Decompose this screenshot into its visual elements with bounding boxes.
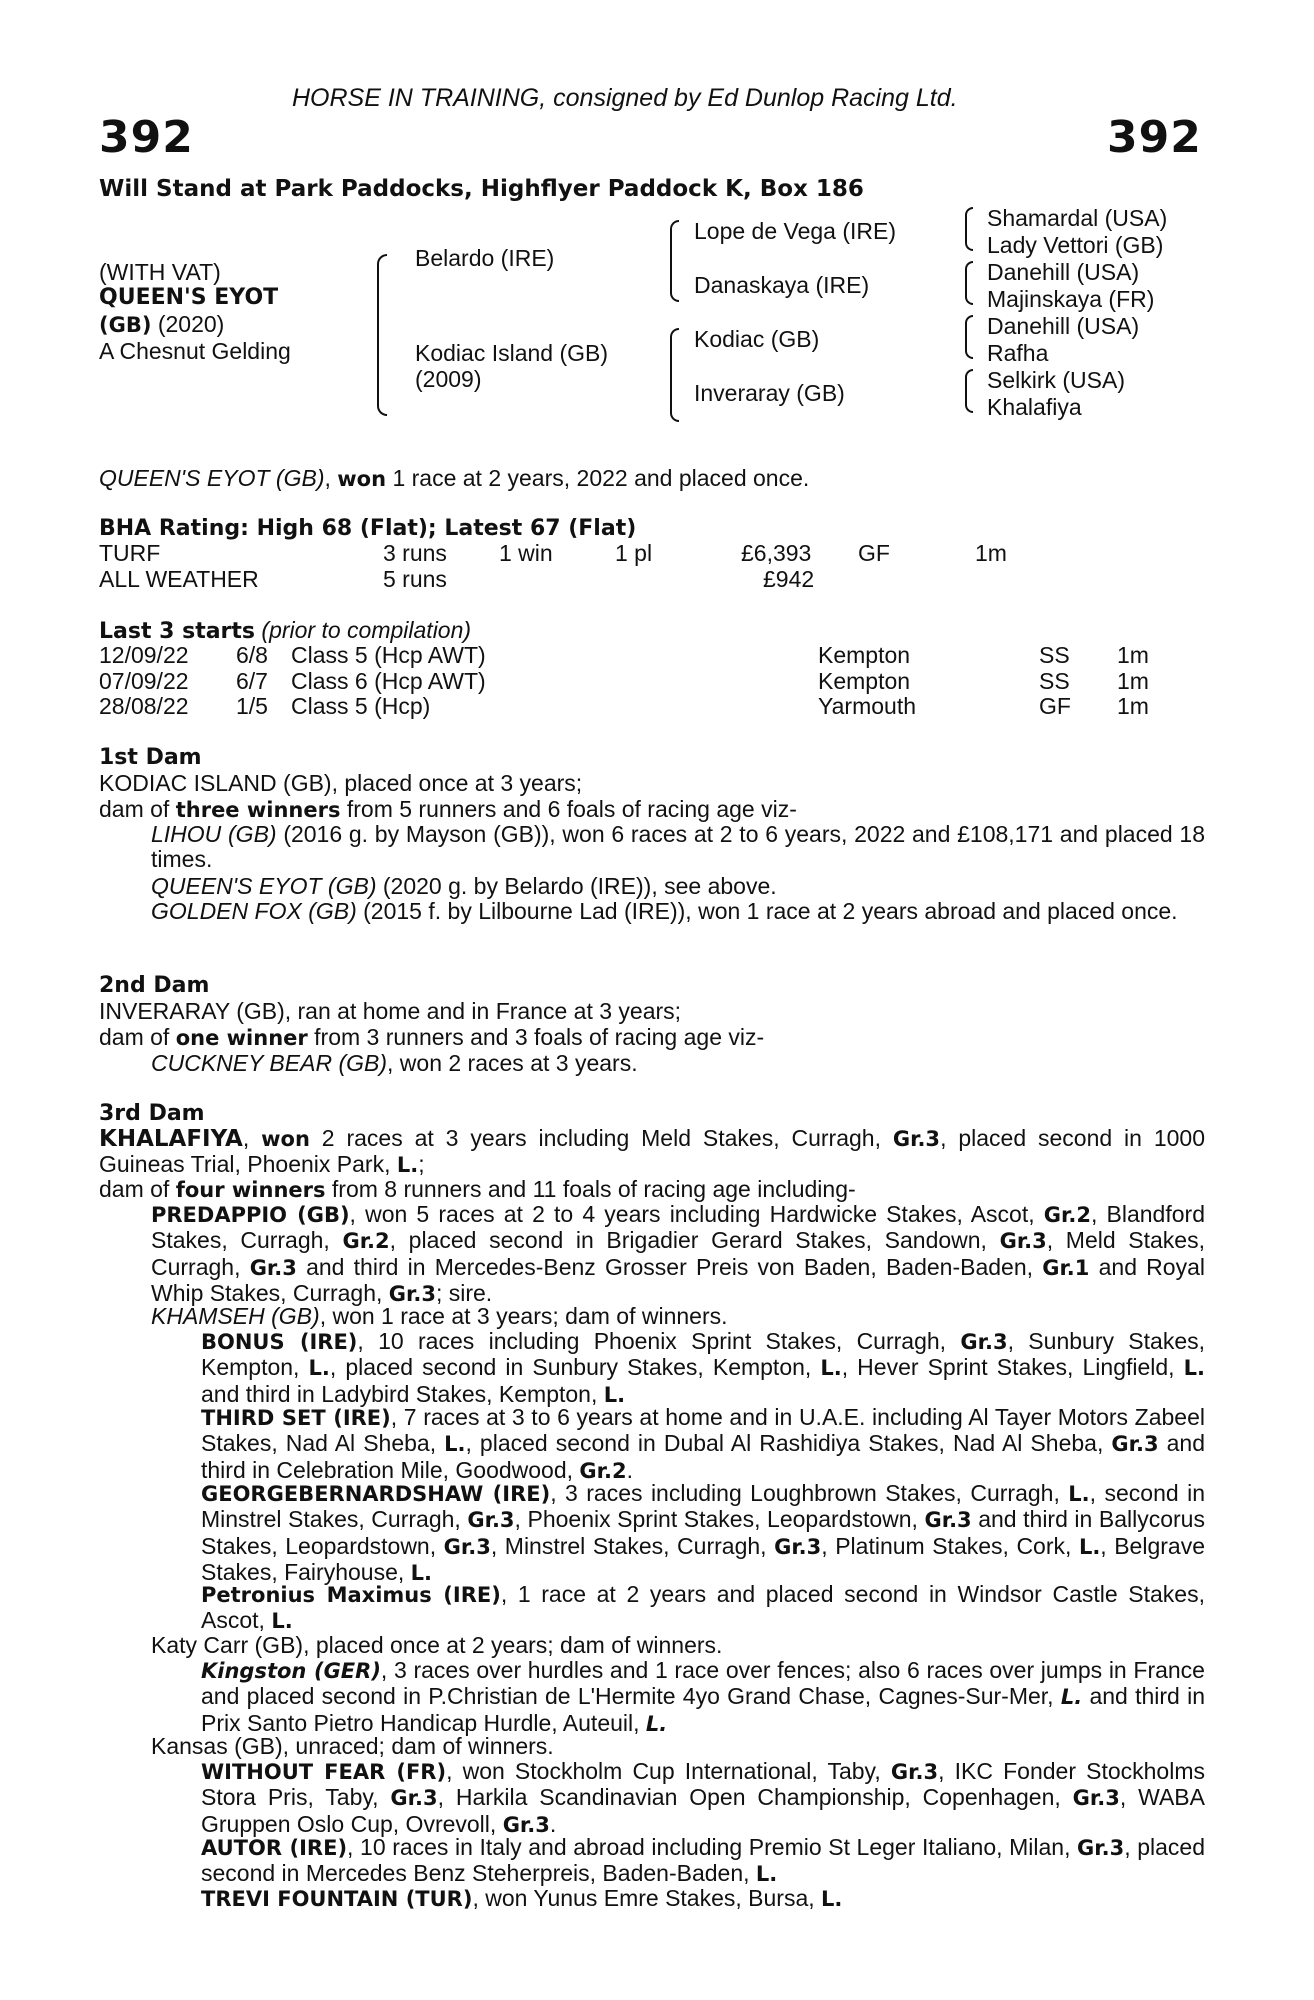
pedigree-brace-sire (670, 220, 679, 302)
start-dist: 1m (1117, 642, 1149, 668)
stand-location: Will Stand at Park Paddocks, Highflyer Paddock K, Box 186 (99, 176, 864, 202)
pedigree-brace-g2 (965, 261, 973, 305)
start-course: Kempton (818, 667, 911, 694)
start-class: Class 5 (Hcp AWT) (291, 642, 486, 668)
start-class: Class 6 (Hcp AWT) (291, 667, 486, 694)
ancestor-6: Rafha (987, 340, 1049, 366)
aw-runs: 5 runs (383, 566, 447, 592)
horse-identity (99, 259, 291, 364)
start-dist: 1m (1117, 693, 1149, 719)
start-course: Yarmouth (818, 693, 917, 719)
horse-country-year: (GB) (2020) (99, 311, 225, 337)
dam-year: (2009) (415, 366, 482, 392)
second-dam-heading: 2nd Dam (99, 973, 210, 998)
consignment-line: HORSE IN TRAINING, consigned by Ed Dunlop Racing Ltd. (292, 84, 958, 112)
first-dam-heading: 1st Dam (99, 745, 202, 770)
ancestor-8: Khalafiya (987, 394, 1082, 420)
progeny-third-set: THIRD SET (IRE), 7 races at 3 to 6 years at home and in U.A.E. including Al Tayer Motors Zabeel Stakes, Nad Al Sheba, L., placed second in Dubal Al Rashidiya Stakes, Nad Al Sheba, Gr.3 and third in Celebration Mile, Goodwood, Gr.2. (201, 1404, 1205, 1483)
progeny-trevi-fountain: TREVI FOUNTAIN (TUR), won Yunus Emre Stakes, Bursa, L. (201, 1885, 843, 1911)
start-going: GF (1039, 693, 1071, 719)
sire: Belardo (IRE) (415, 245, 555, 271)
turf-placed: 1 pl (615, 540, 653, 566)
first-dam-line: KODIAC ISLAND (GB), placed once at 3 years; (99, 770, 583, 796)
sire-sire: Lope de Vega (IRE) (694, 218, 897, 244)
pedigree-brace-main (377, 254, 387, 416)
ancestor-5: Danehill (USA) (987, 313, 1140, 339)
start-class: Class 5 (Hcp) (291, 693, 431, 719)
third-generation (987, 205, 1167, 421)
progeny-lihou: LIHOU (GB) (2016 g. by Mayson (GB)), won 6 races at 2 to 6 years, 2022 and £108,171 and placed 18 times. (151, 821, 1205, 873)
pedigree-brace-g4 (965, 369, 973, 413)
dam-sire: Kodiac (GB) (694, 326, 820, 352)
last-starts-heading: Last 3 starts (prior to compilation) (99, 617, 472, 644)
progeny-autor: AUTOR (IRE), 10 races in Italy and abroad including Premio St Leger Italiano, Milan, Gr.3, placed second in Mercedes Benz Steherpreis, Baden-Baden, L. (201, 1834, 1206, 1887)
progeny-kansas: Kansas (GB), unraced; dam of winners. (151, 1733, 554, 1759)
progeny-golden-fox: GOLDEN FOX (GB) (2015 f. by Lilbourne Lad (IRE)), won 1 race at 2 years abroad and placed once. (151, 898, 1178, 924)
turf-wins: 1 win (499, 540, 553, 566)
second-dam-line: INVERARAY (GB), ran at home and in France at 3 years; (99, 998, 682, 1024)
pedigree-brace-g3 (965, 315, 973, 359)
ancestor-1: Shamardal (USA) (987, 205, 1168, 231)
ancestor-7: Selkirk (USA) (987, 367, 1126, 393)
turf-going: GF (858, 540, 890, 566)
first-dam-offspring-summary: dam of three winners from 5 runners and 6 foals of racing age viz- (99, 796, 797, 822)
dam: Kodiac Island (GB) (415, 340, 609, 366)
progeny-predappio: PREDAPPIO (GB), won 5 races at 2 to 4 years including Hardwicke Stakes, Ascot, Gr.2, Blandford Stakes, Curragh, Gr.2, placed second in Brigadier Gerard Stakes, Sandown, Gr.3, Meld Stakes, Curragh, Gr.3 and third in Mercedes-Benz Grosser Preis von Baden, Baden-Baden, Gr.1 and Royal Whip Stakes, Curragh, Gr.3; sire. (151, 1201, 1205, 1307)
start-going: SS (1039, 667, 1070, 694)
start-date: 07/09/22 (99, 667, 189, 694)
turf-runs: 3 runs (383, 540, 447, 566)
ancestor-2: Lady Vettori (GB) (987, 232, 1164, 258)
bha-rating: BHA Rating: High 68 (Flat); Latest 67 (Flat) (99, 516, 637, 541)
start-pos: 6/8 (236, 642, 268, 668)
start-date: 28/08/22 (99, 693, 189, 719)
turf-money: £6,393 (741, 540, 812, 566)
turf-label: TURF (99, 540, 161, 566)
aw-label: ALL WEATHER (99, 566, 259, 592)
aw-money: £942 (763, 566, 815, 592)
start-course: Kempton (818, 642, 911, 668)
vat-note: (WITH VAT) (99, 259, 221, 285)
progeny-katy-carr: Katy Carr (GB), placed once at 2 years; dam of winners. (151, 1632, 723, 1658)
start-date: 12/09/22 (99, 642, 189, 668)
turf-distance: 1m (975, 540, 1007, 566)
progeny-kingston: Kingston (GER), 3 races over hurdles and 1 race over fences; also 6 races over jumps in France and placed second in P.Christian de L'Hermite 4yo Grand Chase, Cagnes-Sur-Mer, L. and third in Prix Santo Pietro Handicap Hurdle, Auteuil, L. (201, 1657, 1205, 1736)
second-dam-offspring-summary: dam of one winner from 3 runners and 3 foals of racing age viz- (99, 1024, 765, 1050)
progeny-bonus: BONUS (IRE), 10 races including Phoenix Sprint Stakes, Curragh, Gr.3, Sunbury Stakes, Kempton, L., placed second in Sunbury Stakes, Kempton, L., Hever Sprint Stakes, Lingfield, L. and third in Ladybird Stakes, Kempton, L. (201, 1328, 1206, 1407)
progeny-petronius-maximus: Petronius Maximus (IRE), 1 race at 2 years and placed second in Windsor Castle Stakes, Ascot, L. (201, 1581, 1205, 1634)
progeny-georgebernardshaw: GEORGEBERNARDSHAW (IRE), 3 races including Loughbrown Stakes, Curragh, L., second in Minstrel Stakes, Curragh, Gr.3, Phoenix Sprint Stakes, Leopardstown, Gr.3 and third in Ballycorus Stakes, Leopardstown, Gr.3, Minstrel Stakes, Curragh, Gr.3, Platinum Stakes, Cork, L., Belgrave Stakes, Fairyhouse, L. (201, 1480, 1205, 1586)
start-dist: 1m (1117, 667, 1149, 694)
horse-name: QUEEN'S EYOT (99, 285, 279, 310)
progeny-cuckney-bear: CUCKNEY BEAR (GB), won 2 races at 3 years. (151, 1050, 638, 1076)
progeny-without-fear: WITHOUT FEAR (FR), won Stockholm Cup International, Taby, Gr.3, IKC Fonder Stockholms Stora Pris, Taby, Gr.3, Harkila Scandinavian Open Championship, Copenhagen, Gr.3, WABA Gruppen Oslo Cup, Ovrevoll, Gr.3. (201, 1758, 1205, 1837)
lot-number-right: 392 (1107, 112, 1202, 163)
ancestor-4: Majinskaya (FR) (987, 286, 1155, 312)
dam-dam: Inveraray (GB) (694, 380, 845, 406)
sire-dam: Danaskaya (IRE) (694, 272, 870, 298)
progeny-khamseh: KHAMSEH (GB), won 1 race at 3 years; dam of winners. (151, 1303, 728, 1329)
start-going: SS (1039, 642, 1070, 668)
race-summary: QUEEN'S EYOT (GB), won 1 race at 2 years, 2022 and placed once. (99, 465, 810, 491)
pedigree-brace-g1 (965, 207, 973, 251)
pedigree-brace-dam (670, 328, 679, 422)
start-pos: 6/7 (236, 667, 268, 694)
third-dam-heading: 3rd Dam (99, 1101, 205, 1126)
lot-number-left: 392 (99, 112, 194, 163)
start-pos: 1/5 (236, 693, 268, 719)
third-dam-offspring-summary: dam of four winners from 8 runners and 11 foals of racing age including- (99, 1176, 856, 1202)
horse-description: A Chesnut Gelding (99, 338, 291, 364)
ancestor-3: Danehill (USA) (987, 259, 1140, 285)
third-dam-khalafiya: KHALAFIYA, won 2 races at 3 years including Meld Stakes, Curragh, Gr.3, placed second in 1000 Guineas Trial, Phoenix Park, L.; (99, 1125, 1206, 1178)
progeny-queens-eyot: QUEEN'S EYOT (GB) (2020 g. by Belardo (IRE)), see above. (151, 873, 777, 899)
